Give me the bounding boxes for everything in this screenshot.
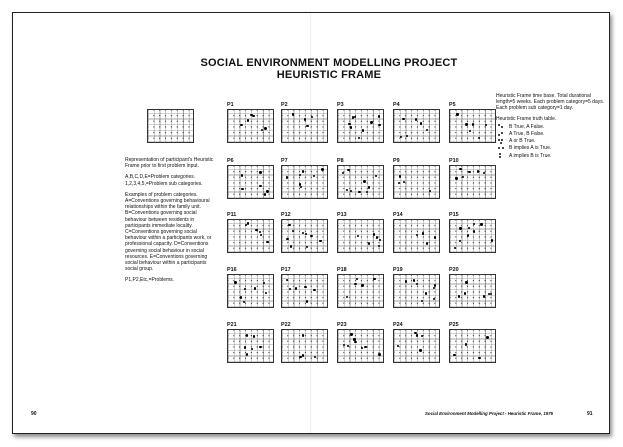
frame-label: P16	[227, 267, 237, 273]
frame-mark	[321, 168, 323, 170]
frame-mark	[353, 338, 355, 340]
frame-grid	[281, 329, 328, 363]
frame-mark	[459, 227, 461, 229]
heuristic-frame	[337, 158, 384, 199]
left-page-number: 90	[31, 411, 37, 417]
frame-label: P21	[227, 322, 237, 328]
frame-label: P15	[449, 212, 459, 218]
frame-mark	[421, 335, 423, 337]
frame-mark	[373, 278, 375, 280]
frame-grid	[449, 274, 496, 308]
frame-mark	[480, 223, 482, 225]
frame-mark	[477, 170, 479, 172]
heuristic-frame	[393, 158, 440, 199]
frame-mark	[465, 343, 467, 345]
frame-mark	[266, 190, 268, 192]
frame-mark	[422, 232, 424, 234]
frame-mark	[361, 284, 363, 286]
description-categories: A,B,C,D,E=Problem categories. 1,2,3,4,5,=Problem sub categories.	[125, 174, 203, 187]
frame-mark	[453, 354, 455, 356]
frame-grid	[227, 274, 274, 308]
legend-b-true-icon	[498, 124, 507, 129]
frame-mark	[286, 238, 288, 240]
frame-mark	[358, 191, 360, 193]
frame-mark	[264, 127, 266, 129]
footer-caption: Social Environment Modelling Project - Heuristic Frame, 1975	[425, 411, 554, 416]
frame-label: P14	[393, 212, 403, 218]
right-page-number: 91	[587, 411, 593, 417]
frame-grid	[449, 329, 496, 363]
heuristic-frame	[227, 158, 274, 199]
frame-mark	[240, 296, 242, 298]
frame-mark	[295, 287, 297, 289]
frame-grid	[281, 274, 328, 308]
heuristic-frame	[337, 322, 384, 363]
legend-b-implies-a-icon	[498, 146, 507, 151]
description-examples: Examples of problem categories. A=Conventions governing behavioural relationships within the family unit. B=Conventions governing social behaviour between residents in participants immediate locality. C=Conventions governing social behaviour within a participants work, or professional capacity. D=Conventions governing social behaviour in social resources. E=Conventions governing social behaviour within a participants social group.	[125, 191, 212, 273]
frame-mark	[434, 284, 436, 286]
heuristic-frame	[337, 102, 384, 143]
heuristic-frame	[393, 267, 440, 308]
frame-mark	[247, 222, 249, 224]
description-intro: Representation of participant's Heuristic Frame prior to first problem input.	[125, 157, 214, 170]
frame-mark	[376, 236, 378, 238]
frame-mark	[292, 113, 294, 115]
heuristic-frame	[337, 267, 384, 308]
frame-mark	[425, 292, 427, 294]
frame-mark	[259, 171, 261, 173]
frame-label: P12	[281, 212, 291, 218]
frame-mark	[465, 281, 467, 283]
heuristic-frame	[281, 158, 328, 199]
frame-mark	[378, 124, 380, 126]
description-problems: P1,P2,Etc,=Problems.	[125, 277, 175, 284]
heuristic-frame	[227, 322, 274, 363]
frame-label: P11	[227, 212, 237, 218]
heuristic-frame	[449, 158, 496, 199]
frame-mark	[348, 123, 350, 125]
legend-label: B True, A False.	[509, 123, 545, 130]
frame-label: P1	[227, 102, 234, 108]
frame-mark	[299, 174, 301, 176]
frame-mark	[456, 113, 458, 115]
frame-mark	[486, 336, 488, 338]
frame-mark	[234, 281, 236, 283]
legend-row	[498, 145, 606, 151]
legend-label: B implies A is True.	[509, 145, 552, 152]
frame-mark	[299, 183, 301, 185]
heuristic-frame	[281, 322, 328, 363]
frame-mark	[368, 186, 370, 188]
frame-mark	[306, 125, 308, 127]
heuristic-frame	[337, 212, 384, 253]
frame-grid	[393, 219, 440, 253]
frame-mark	[304, 118, 306, 120]
frame-grid	[449, 165, 496, 199]
legend-a-or-b-icon	[498, 139, 507, 144]
legend-label: A or B True.	[509, 138, 536, 145]
frame-mark	[304, 286, 306, 288]
heuristic-frame	[281, 102, 328, 143]
page-title: SOCIAL ENVIRONMENT MODELLING PROJECT	[200, 57, 458, 69]
frame-mark	[350, 190, 352, 192]
frame-mark	[378, 353, 380, 355]
frame-grid	[227, 165, 274, 199]
legend-row	[498, 131, 606, 137]
heuristic-frame	[281, 212, 328, 253]
frame-mark	[266, 241, 268, 243]
heuristic-frame	[227, 102, 274, 143]
frame-label: P5	[449, 102, 456, 108]
frame-label: P10	[449, 158, 459, 164]
frame-mark	[402, 118, 404, 120]
frame-label: P23	[337, 322, 347, 328]
frame-mark	[491, 239, 493, 241]
frame-mark	[415, 118, 417, 120]
frame-grid	[337, 329, 384, 363]
frame-mark	[263, 282, 265, 284]
heuristic-frame	[393, 102, 440, 143]
frame-grid	[281, 109, 328, 143]
frame-grid	[227, 329, 274, 363]
frame-mark	[241, 188, 243, 190]
frame-mark	[319, 240, 321, 242]
frame-mark	[465, 123, 467, 125]
legend-a-implies-b-icon	[498, 153, 507, 158]
frame-mark	[264, 193, 266, 195]
frame-mark	[313, 289, 315, 291]
frame-mark	[259, 346, 261, 348]
frame-mark	[246, 334, 248, 336]
frame-mark	[378, 115, 380, 117]
frame-grid	[337, 274, 384, 308]
legend-label: A implies B is True.	[509, 152, 552, 159]
book-spread	[12, 12, 610, 434]
frame-mark	[246, 353, 248, 355]
frame-label: P8	[337, 158, 344, 164]
frame-mark	[290, 245, 292, 247]
frame-mark	[254, 287, 256, 289]
frame-mark	[350, 126, 352, 128]
frame-mark	[379, 239, 381, 241]
heuristic-frame	[449, 212, 496, 253]
frame-label: P19	[393, 267, 403, 273]
heuristic-frame	[449, 102, 496, 143]
timebase-text: Heuristic Frame time base. Total durational length=5 weeks. Each problem category=5 days. Each problem sub category=1 day.	[496, 93, 605, 112]
frame-mark	[253, 335, 255, 337]
frame-label: P9	[393, 158, 400, 164]
frame-grid	[227, 219, 274, 253]
frame-mark	[240, 124, 242, 126]
legend-label: A True, B False.	[509, 131, 545, 138]
frame-label: P2	[281, 102, 288, 108]
frame-label: P25	[449, 322, 459, 328]
frame-mark	[413, 279, 415, 281]
frame-mark	[426, 242, 428, 244]
frame-grid	[393, 274, 440, 308]
legend-a-true-icon	[498, 132, 507, 137]
frame-mark	[373, 233, 375, 235]
frame-mark	[247, 119, 249, 121]
frame-grid	[337, 165, 384, 199]
frame-mark	[455, 177, 457, 179]
legend-row	[498, 153, 606, 159]
frame-grid	[393, 165, 440, 199]
frame-label: P6	[227, 158, 234, 164]
frame-mark	[416, 334, 418, 336]
heuristic-frame	[449, 322, 496, 363]
heuristic-frame	[449, 267, 496, 308]
page-subtitle: HEURISTIC FRAME	[276, 69, 382, 81]
frame-label: P3	[337, 102, 344, 108]
frame-mark	[468, 171, 470, 173]
heuristic-frame	[281, 267, 328, 308]
frame-label: P20	[449, 267, 459, 273]
frame-mark	[302, 334, 304, 336]
frame-label: P24	[393, 322, 403, 328]
legend-row	[498, 124, 606, 130]
right-legend-block	[496, 93, 606, 160]
frame-grid	[337, 109, 384, 143]
frame-label: P4	[393, 102, 400, 108]
frame-mark	[350, 333, 352, 335]
truth-table-title: Heuristic Frame truth table.	[496, 115, 557, 122]
frame-mark	[363, 180, 365, 182]
frame-mark	[302, 170, 304, 172]
frame-mark	[370, 121, 372, 123]
heuristic-frame	[227, 212, 274, 253]
frame-label: P13	[337, 212, 347, 218]
frame-mark	[244, 346, 246, 348]
heuristic-frame	[393, 322, 440, 363]
legend-row	[498, 138, 606, 144]
heuristic-frame	[147, 109, 194, 143]
frame-mark	[243, 301, 245, 303]
frame-grid	[147, 109, 194, 143]
left-description	[125, 157, 217, 289]
frame-mark	[464, 292, 466, 294]
heuristic-frame	[227, 267, 274, 308]
frame-mark	[368, 242, 370, 244]
heuristic-frame	[393, 212, 440, 253]
frame-label: P22	[281, 322, 291, 328]
frame-label: P17	[281, 267, 291, 273]
frame-mark	[306, 246, 308, 248]
frame-mark	[472, 123, 474, 125]
frame-mark	[259, 185, 261, 187]
frame-mark	[419, 349, 421, 351]
frame-mark	[288, 224, 290, 226]
frame-label: P7	[281, 158, 288, 164]
frame-label: P18	[337, 267, 347, 273]
